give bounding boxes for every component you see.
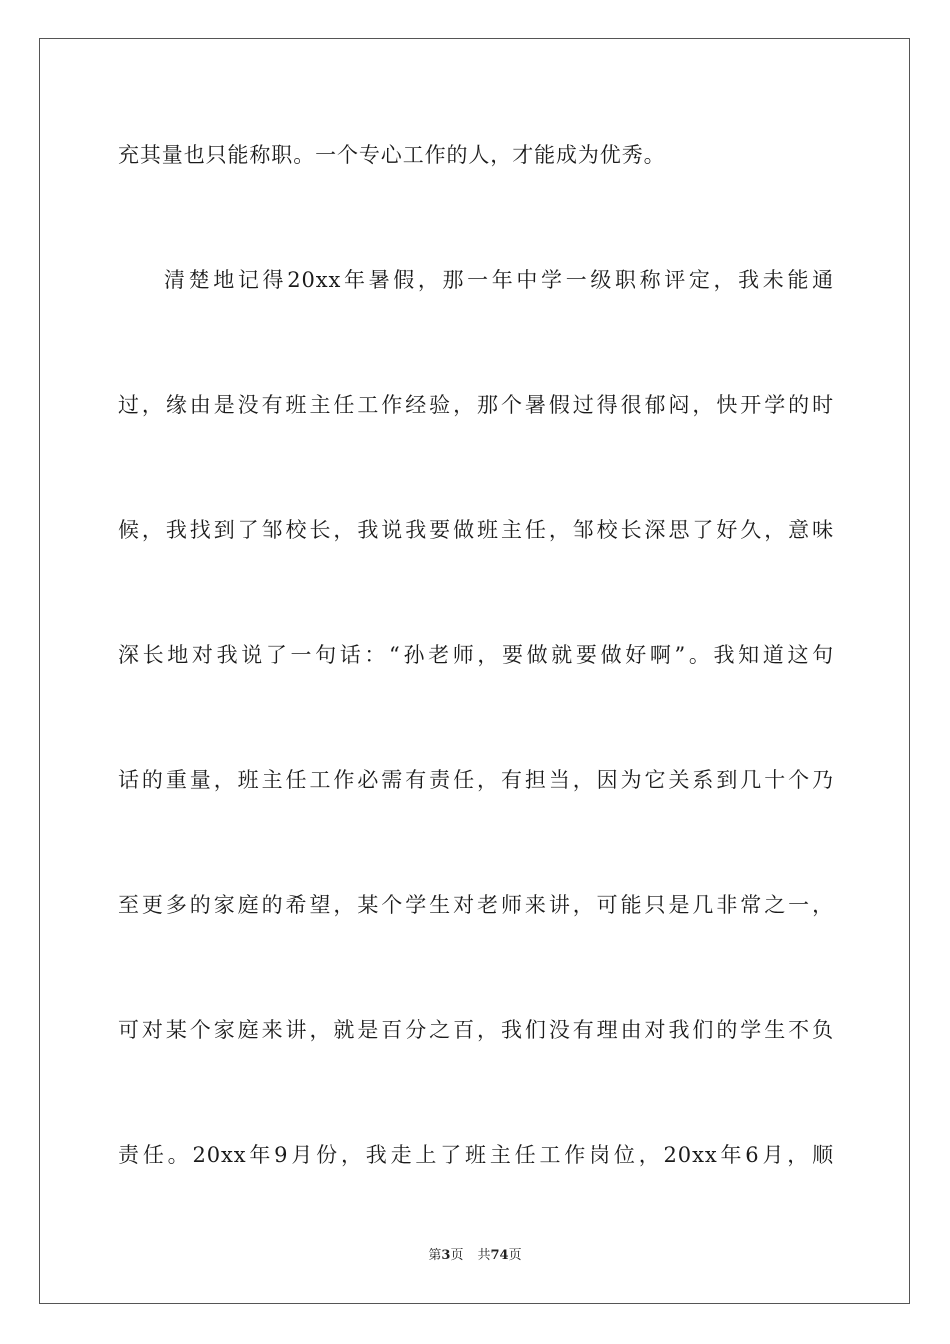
total-suffix: 页 [508,1248,522,1263]
page-prefix: 第 [428,1248,442,1263]
total-prefix: 共 [477,1248,491,1263]
text-line-8: 可对某个家庭来讲，就是百分之百，我们没有理由对我们的学生不负 [118,1018,834,1042]
text-line-1: 充其量也只能称职。一个专心工作的人，才能成为优秀。 [118,143,666,167]
text-line-9: 责任。20xx年9月份，我走上了班主任工作岗位，20xx年6月，顺 [118,1143,834,1167]
total-pages: 74 [490,1248,509,1263]
page-number: 3 [441,1248,451,1263]
text-line-4: 候，我找到了邹校长，我说我要做班主任，邹校长深思了好久，意味 [118,518,834,542]
page-border [39,38,910,1304]
text-line-6: 话的重量，班主任工作必需有责任，有担当，因为它关系到几十个乃 [118,768,834,792]
text-line-7: 至更多的家庭的希望，某个学生对老师来讲，可能只是几非常之一， [118,893,834,917]
text-line-5: 深长地对我说了一句话：“孙老师，要做就要做好啊”。我知道这句 [118,643,834,667]
text-line-3: 过，缘由是没有班主任工作经验，那个暑假过得很郁闷，快开学的时 [118,393,834,417]
page-footer [0,1247,950,1265]
page-suffix: 页 [450,1248,464,1263]
text-line-2: 清楚地记得20xx年暑假，那一年中学一级职称评定，我未能通 [164,268,834,292]
